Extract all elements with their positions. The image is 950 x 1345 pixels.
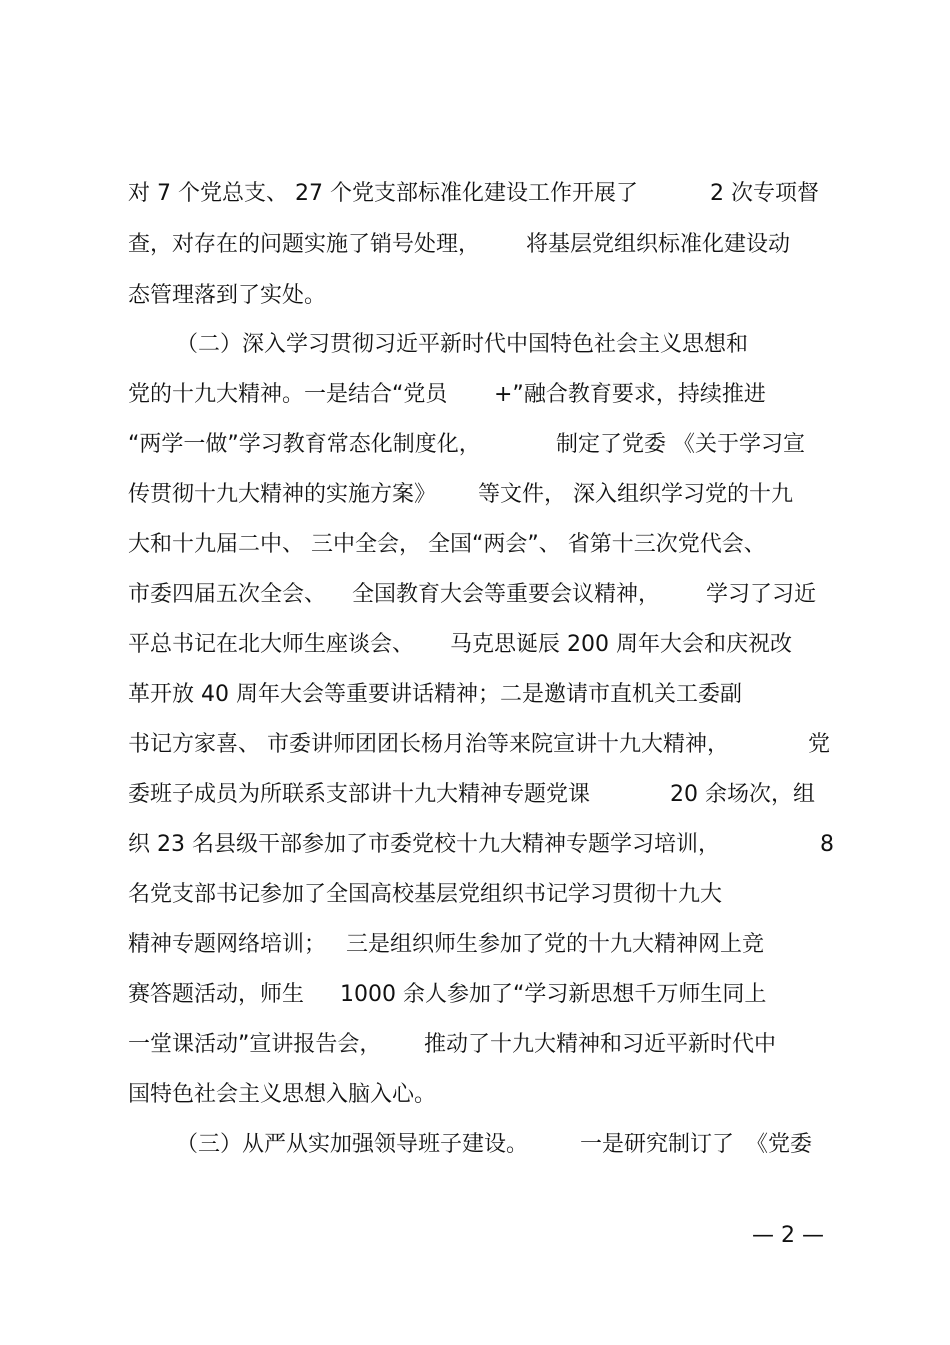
line-segment: 平总书记在北大师生座谈会、 xyxy=(128,632,415,657)
line-segment: 市委四届五次全会、 xyxy=(128,582,327,607)
line-segment: 20 余场次，组 xyxy=(670,782,815,807)
body-line-4 xyxy=(0,325,950,365)
line-segment: 国特色社会主义思想入脑入心。 xyxy=(128,1082,437,1107)
line-segment: 名党支部书记参加了全国高校基层党组织书记学习贯彻十九大 xyxy=(128,882,723,907)
line-segment: （二）深入学习贯彻习近平新时代中国特色社会主义思想和 xyxy=(176,332,749,357)
line-segment: “两学一做”学习教育常态化制度化， xyxy=(128,432,481,457)
body-line-8 xyxy=(0,525,950,565)
body-line-18 xyxy=(0,1025,950,1065)
body-line-17 xyxy=(0,975,950,1015)
body-line-14 xyxy=(0,825,950,865)
line-segment: 传贯彻十九大精神的实施方案》 xyxy=(128,482,437,507)
body-line-2 xyxy=(0,225,950,265)
line-segment: 大和十九届二中、 三中全会， 全国“两会”、 省第十三次党代会、 xyxy=(128,532,766,557)
line-segment: 精神专题网络培训； xyxy=(128,932,327,957)
page-number: — 2 — xyxy=(752,1223,824,1248)
line-segment: （三）从严从实加强领导班子建设。 xyxy=(176,1132,529,1157)
line-segment: 《党委 xyxy=(746,1132,813,1157)
line-segment: 对 7 个党总支、 27 个党支部标准化建设工作开展了 xyxy=(128,181,638,206)
body-line-10 xyxy=(0,625,950,665)
line-segment: 三是组织师生参加了党的十九大精神网上竞 xyxy=(346,932,765,957)
body-line-19 xyxy=(0,1075,950,1115)
body-line-12 xyxy=(0,725,950,765)
line-segment: 书记方家喜、 市委讲师团团长杨月治等来院宣讲十九大精神， xyxy=(128,732,729,757)
body-line-5 xyxy=(0,375,950,415)
line-segment: 委班子成员为所联系支部讲十九大精神专题党课 xyxy=(128,782,591,807)
line-segment: 等文件， 深入组织学习党的十九 xyxy=(478,482,793,507)
line-segment: 赛答题活动，师生 xyxy=(128,982,305,1007)
line-segment: 党 xyxy=(808,732,831,757)
line-segment: 一是研究制订了 xyxy=(580,1132,735,1157)
body-line-11 xyxy=(0,675,950,715)
line-segment: 马克思诞辰 200 周年大会和庆祝改 xyxy=(450,632,792,657)
line-segment: 一堂课活动”宣讲报告会， xyxy=(128,1032,382,1057)
body-line-13 xyxy=(0,775,950,815)
line-segment: 推动了十九大精神和习近平新时代中 xyxy=(424,1032,777,1057)
body-line-15 xyxy=(0,875,950,915)
body-line-7 xyxy=(0,475,950,515)
line-segment: 党的十九大精神。一是结合“党员 xyxy=(128,382,448,407)
line-segment: 革开放 40 周年大会等重要讲话精神；二是邀请市直机关工委副 xyxy=(128,682,742,707)
line-segment: 查，对存在的问题实施了销号处理， xyxy=(128,232,481,257)
body-line-16 xyxy=(0,925,950,965)
body-line-20 xyxy=(0,1125,950,1165)
line-segment: 织 23 名县级干部参加了市委党校十九大精神专题学习培训， xyxy=(128,832,720,857)
line-segment: 态管理落到了实处。 xyxy=(128,283,327,308)
body-line-3 xyxy=(0,276,950,316)
line-segment: 学习了习近 xyxy=(706,582,817,607)
line-segment: 将基层党组织标准化建设动 xyxy=(526,232,791,257)
line-segment: 2 次专项督 xyxy=(710,181,819,206)
body-line-1 xyxy=(0,174,950,214)
line-segment: 制定了党委 《关于学习宣 xyxy=(556,432,805,457)
body-line-9 xyxy=(0,575,950,615)
line-segment: 8 xyxy=(820,832,834,857)
line-segment: +”融合教育要求，持续推进 xyxy=(494,382,766,407)
line-segment: 1000 余人参加了“学习新思想千万师生同上 xyxy=(340,982,767,1007)
line-segment: 全国教育大会等重要会议精神， xyxy=(352,582,661,607)
body-line-6 xyxy=(0,425,950,465)
